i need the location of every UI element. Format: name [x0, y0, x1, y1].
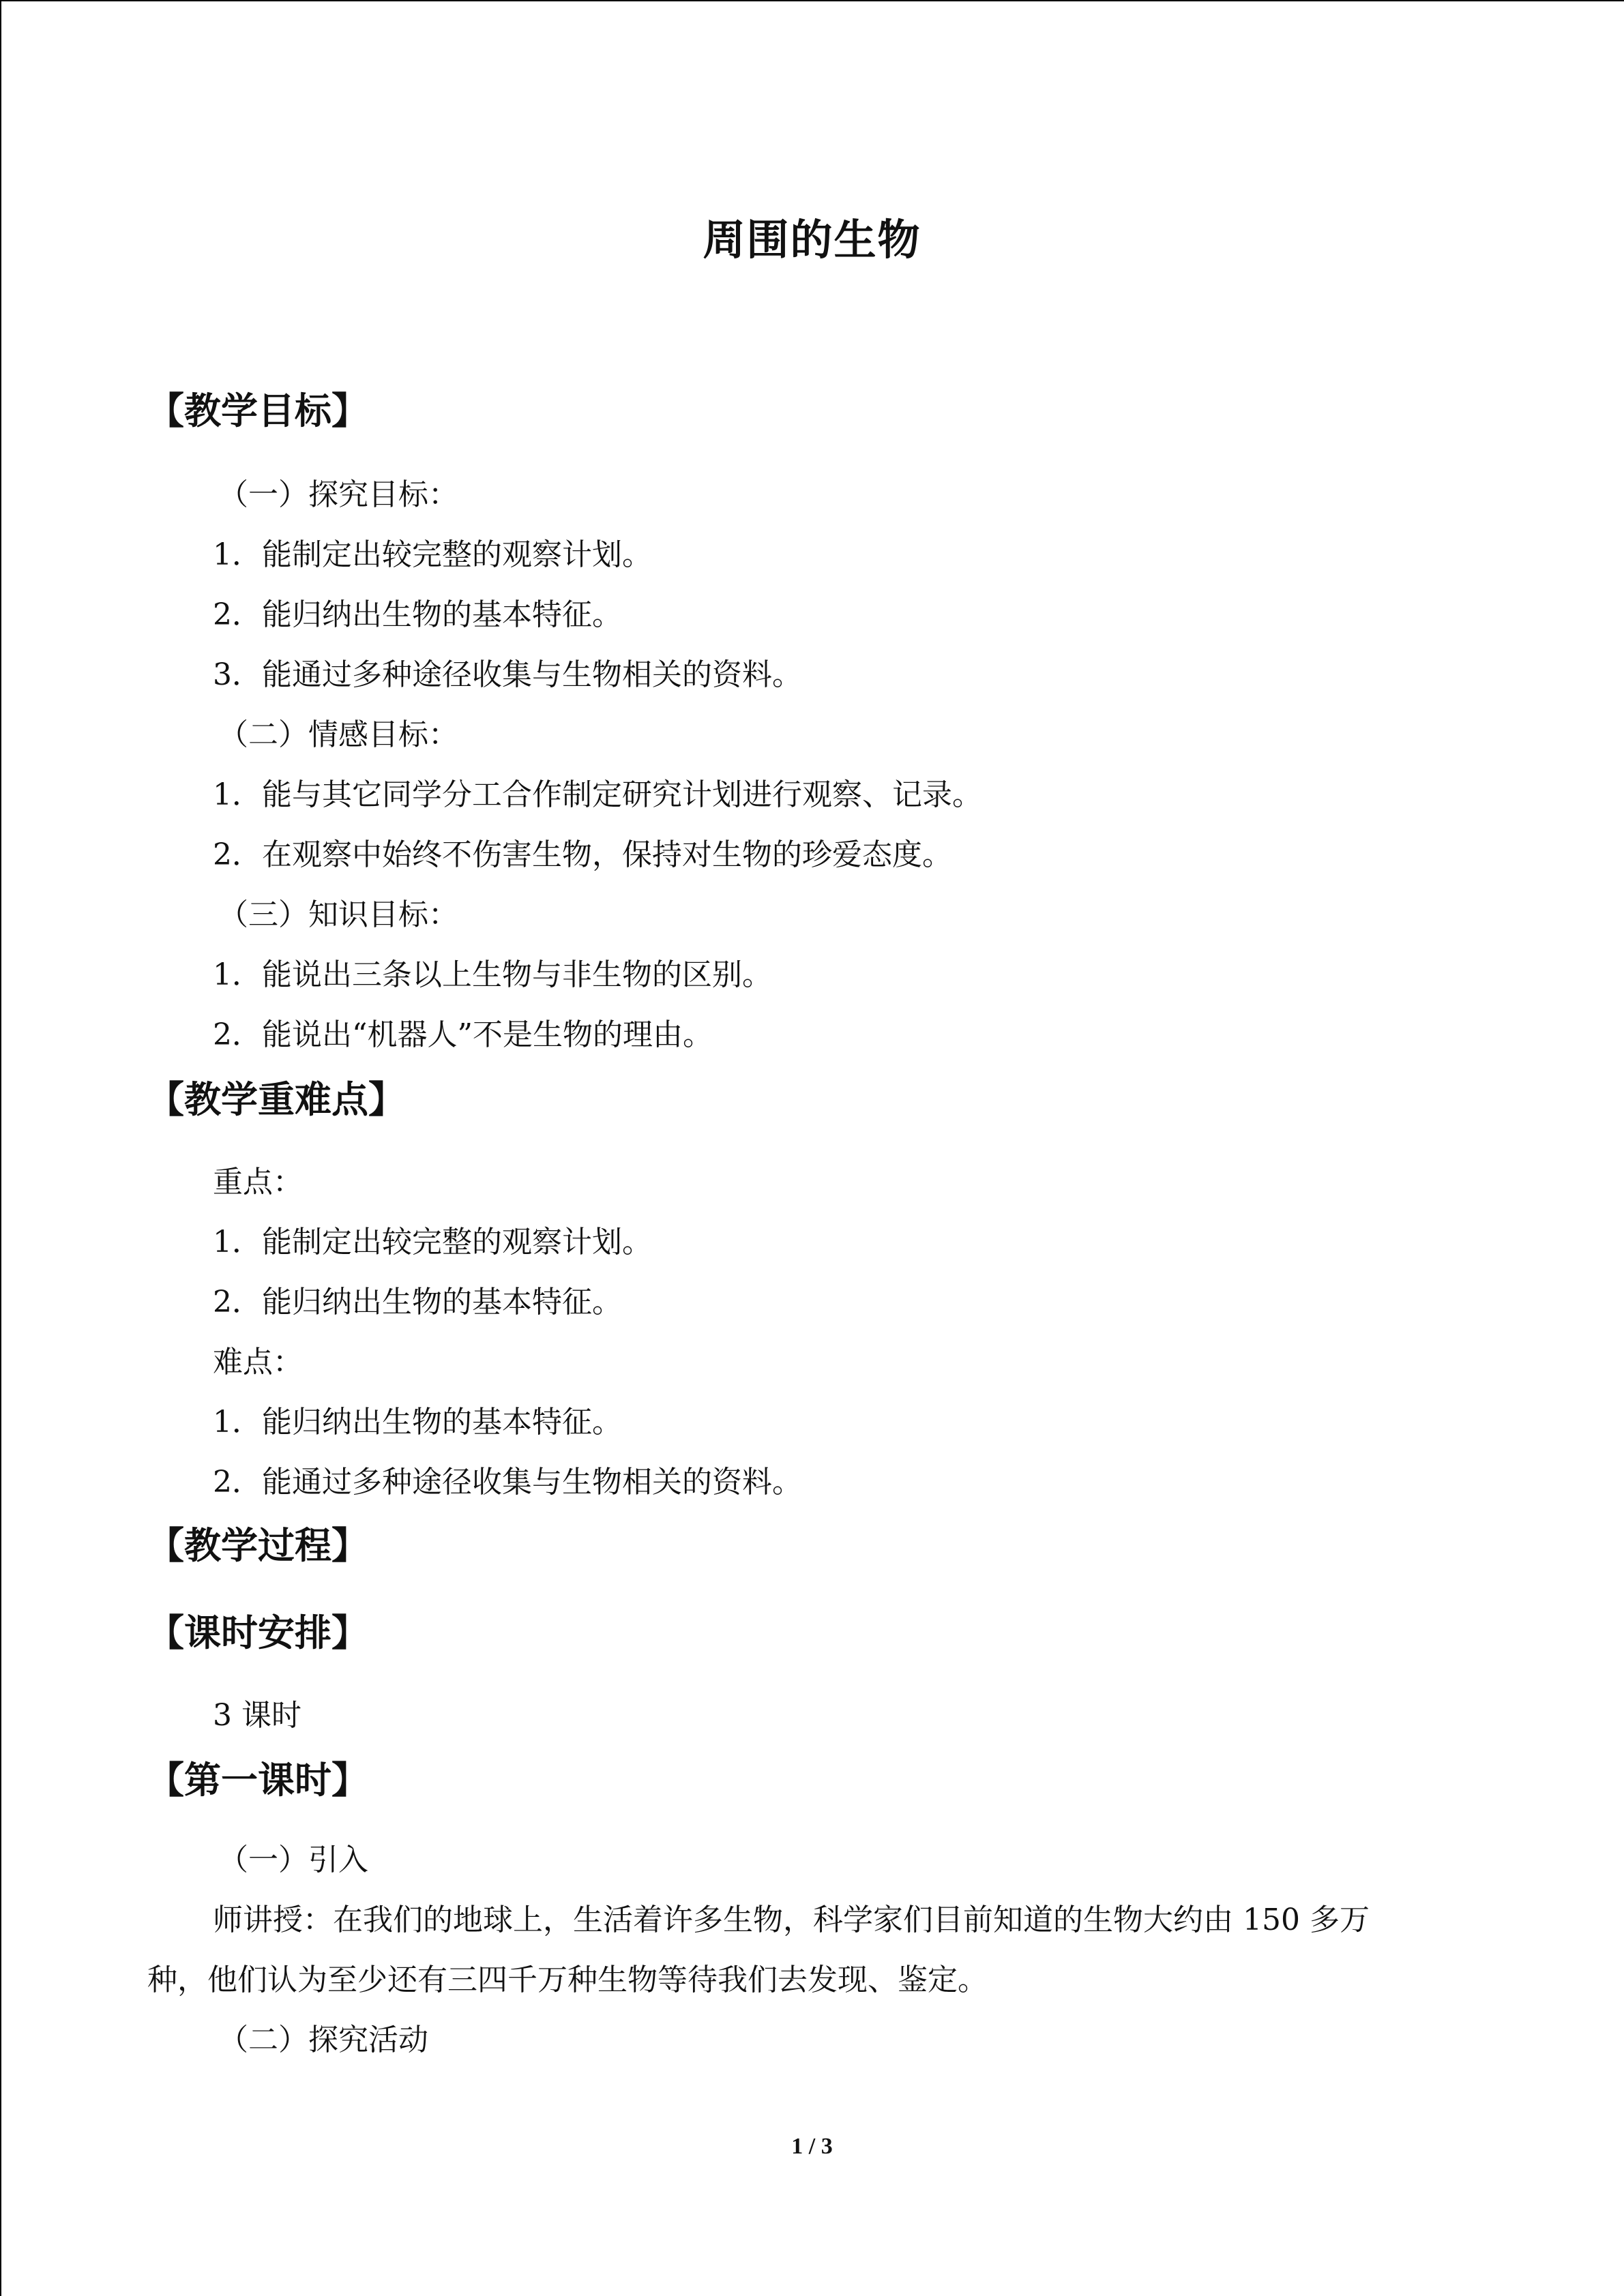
list-item: 1．能制定出较完整的观察计划。: [213, 1225, 652, 1259]
list-item: 1．能制定出较完整的观察计划。: [213, 537, 652, 572]
list-item: 1．能归纳出生物的基本特征。: [213, 1405, 622, 1440]
intro-label: （一）引入: [218, 1843, 368, 1877]
list-item: 1．能说出三条以上生物与非生物的区别。: [213, 957, 772, 992]
knowledge-goal-label: （三）知识目标：: [218, 897, 458, 932]
intro-paragraph-line-2: 种，他们认为至少还有三四千万种生物等待我们去发现、鉴定。: [147, 1963, 988, 1997]
section-heading-key-points: 【教学重难点】: [147, 1078, 405, 1121]
intro-paragraph-line-1: 师讲授：在我们的地球上，生活着许多生物，科学家们目前知道的生物大约由 150 多万: [213, 1903, 1370, 1937]
activity-label: （二）探究活动: [218, 2023, 428, 2057]
page-number: 1 / 3: [791, 2134, 833, 2159]
key-points-label: 重点：: [213, 1165, 303, 1199]
section-heading-schedule: 【课时安排】: [147, 1611, 368, 1654]
emotion-goal-label: （二）情感目标：: [218, 717, 458, 752]
list-item: 2．能归纳出生物的基本特征。: [213, 597, 622, 632]
list-item: 2．能通过多种途径收集与生物相关的资料。: [213, 1465, 802, 1500]
section-heading-process: 【教学过程】: [147, 1524, 368, 1567]
schedule-value: 3 课时: [213, 1698, 301, 1733]
inquiry-goal-label: （一）探究目标：: [218, 477, 458, 512]
list-item: 3．能通过多种途径收集与生物相关的资料。: [213, 657, 802, 692]
difficult-points-label: 难点：: [213, 1345, 303, 1380]
section-heading-objectives: 【教学目标】: [147, 389, 368, 432]
section-heading-lesson-one: 【第一课时】: [147, 1759, 368, 1802]
page-title: 周围的生物: [703, 215, 921, 265]
list-item: 2．能说出“机器人”不是生物的理由。: [213, 1017, 713, 1052]
list-item: 2．在观察中始终不伤害生物，保持对生物的珍爱态度。: [213, 837, 952, 872]
list-item: 1．能与其它同学分工合作制定研究计划进行观察、记录。: [213, 777, 982, 812]
list-item: 2．能归纳出生物的基本特征。: [213, 1285, 622, 1320]
